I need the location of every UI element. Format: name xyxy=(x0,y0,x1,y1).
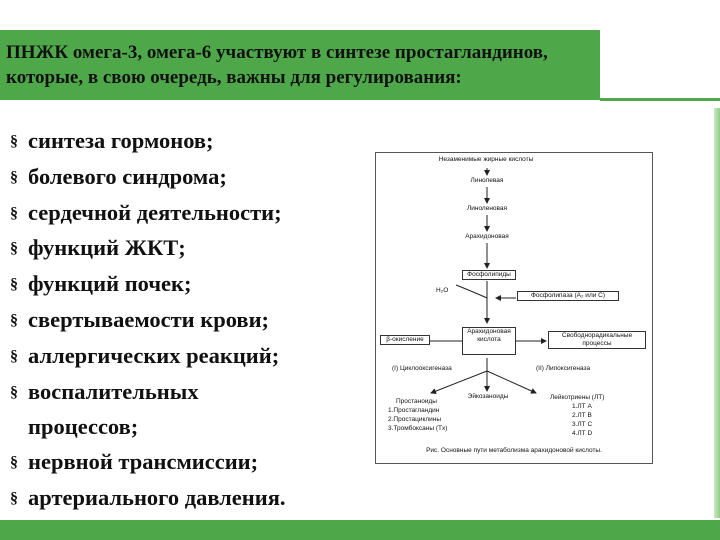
leukotriene-item: 2.ЛТ B xyxy=(572,412,592,419)
list-item: § артериального давления. xyxy=(10,481,370,517)
node-free-radical-line-1: Свободнорадикальные xyxy=(561,332,633,339)
label-cyclooxygenase: (I) Циклооксигеназа xyxy=(392,365,452,372)
bullet-icon: § xyxy=(10,133,18,150)
leukotriene-item: 1.ЛТ A xyxy=(572,403,592,410)
bullet-icon: § xyxy=(10,347,18,365)
list-item: § сердечной деятельности; xyxy=(10,196,370,232)
bullet-icon: § xyxy=(10,240,18,258)
list-item-continuation: процессов; xyxy=(28,414,139,440)
leukotrienes-list xyxy=(550,393,604,438)
node-beta-oxidation: β-окисление xyxy=(380,335,430,345)
node-free-radical xyxy=(548,331,646,349)
leukotriene-item: 3.ЛТ C xyxy=(572,421,593,428)
bullet-icon: § xyxy=(10,454,18,472)
list-item: § функций ЖКТ; xyxy=(10,231,370,267)
node-phospholipids: Фосфолипиды xyxy=(462,270,516,280)
bullet-icon: § xyxy=(10,168,18,186)
node-arachidonic-acid-line-2: кислота xyxy=(477,336,501,343)
node-linolenic: Линоленовая xyxy=(466,205,508,212)
node-linoleic: Линолевая xyxy=(470,177,504,184)
list-item: § болевого синдрома; xyxy=(10,160,370,196)
prostanoid-item: 1.Простагландин xyxy=(388,407,440,414)
list-item: § нервной трансмиссии; xyxy=(10,445,370,481)
slide-title-line-2: которые, в свою очередь, важны для регулирования: xyxy=(6,67,462,88)
node-free-radical-line-2: процессы xyxy=(582,340,612,347)
bullet-icon: § xyxy=(10,383,18,401)
bullet-icon: § xyxy=(10,311,18,329)
label-water: H₂O xyxy=(436,287,449,294)
bullet-icon: § xyxy=(10,489,18,507)
footer-bar xyxy=(0,520,720,540)
bullet-icon: § xyxy=(10,276,18,294)
title-underline xyxy=(600,98,720,101)
leukotrienes-title: Лейкотриены (ЛТ) xyxy=(550,394,605,401)
prostanoid-item: 2.Простациклины xyxy=(388,416,442,423)
node-phospholipase: Фосфолипаза (A₂ или C) xyxy=(517,291,619,301)
node-eicosanoids: Эйкозаноиды xyxy=(467,393,509,400)
list-item: § свертываемости крови; xyxy=(10,303,370,339)
slide-title-line-1: ПНЖК омега-3, омега-6 участвуют в синтезе простагландинов, xyxy=(6,42,548,63)
regulation-list xyxy=(10,124,370,517)
decorative-stripe xyxy=(714,108,720,518)
figure-caption: Рис. Основные пути метаболизма арахидоновой кислоты. xyxy=(426,447,602,454)
list-item: § синтеза гормонов; xyxy=(10,124,370,160)
node-arachidonic-acid xyxy=(462,327,516,355)
node-arachidonic-acid-line-1: Арахидоновая xyxy=(467,328,511,335)
list-item: § аллергических реакций; xyxy=(10,339,370,375)
list-item: § функций почек; xyxy=(10,267,370,303)
figure-header: Незаменимые жирные кислоты xyxy=(438,156,534,163)
leukotriene-item: 4.ЛТ D xyxy=(572,430,593,437)
slide-title xyxy=(6,40,718,90)
bullet-icon: § xyxy=(10,204,18,222)
node-arachidonic: Арахидоновая xyxy=(465,233,509,240)
list-item: § воспалительных xyxy=(10,375,370,411)
label-lipoxygenase: (II) Липоксигеназа xyxy=(536,365,591,372)
metabolism-figure xyxy=(375,152,653,464)
prostanoid-item: 3.Тромбоксаны (Tx) xyxy=(388,425,448,432)
prostanoids-list xyxy=(388,397,447,433)
prostanoids-title: Простаноиды xyxy=(396,398,437,405)
